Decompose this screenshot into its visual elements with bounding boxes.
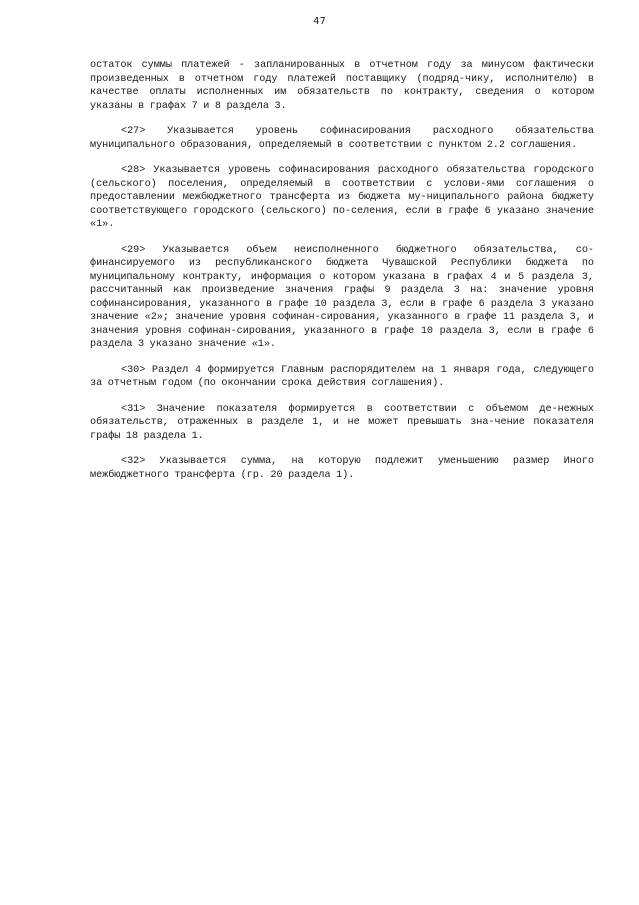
document-body (90, 59, 594, 494)
footnote-29: <29> Указывается объем неисполненного бюджетного обязательства, со-финансируемого из республиканского бюджета Чувашской Республики бюджета по муниципальному контракту, информация о котором указана в графах 4 и 5 раздела 3, рассчитанный как произведение значения графы 9 раздела 3 на: значение уровня софинансирования, указанного в графе 10 раздела 3, если в графе 6 раздела 3 указано значение «2»; значение уровня софинан-сирования, указанного в графе 11 раздела 3, и значения уровня софинан-сирования, указанного в графе 10 раздела 3, если в графе 6 раздела 3 указано значение «1». (90, 244, 594, 350)
page-number: 47 (313, 16, 326, 27)
footnote-32: <32> Указывается сумма, на которую подлежит уменьшению размер Иного межбюджетного трансферта (гр. 20 раздела 1). (90, 456, 594, 481)
footnote-30: <30> Раздел 4 формируется Главным распорядителем на 1 января года, следующего за отчетным годом (по окончании срока действия соглашения). (90, 364, 594, 389)
footnote-28: <28> Указывается уровень софинасирования расходного обязательства городского (сельского) поселения, определяемый в соответствии с услови-ями соглашения о предоставлении межбюджетного трансферта из бюджета му-ниципального района бюджету соответствующего городского (сельского) по-селения, если в графе 6 указано значение «1». (90, 165, 594, 230)
footnote-27: <27> Указывается уровень софинасирования расходного обязательства муниципального образования, определяемый в соответствии с пунктом 2.2 соглашения. (90, 126, 594, 151)
paragraph-continuation: остаток суммы платежей - запланированных в отчетном году за минусом фактически произведенных в отчетном году платежей поставщику (подряд-чику, исполнителю) в качестве оплаты исполненных им обязательств по контракту, сведения о котором указаны в графах 7 и 8 раздела 3. (90, 60, 594, 112)
footnote-31: <31> Значение показателя формируется в соответствии с объемом де-нежных обязательств, отраженных в разделе 1, и не может превышать зна-чение показателя графы 18 раздела 1. (90, 403, 594, 442)
